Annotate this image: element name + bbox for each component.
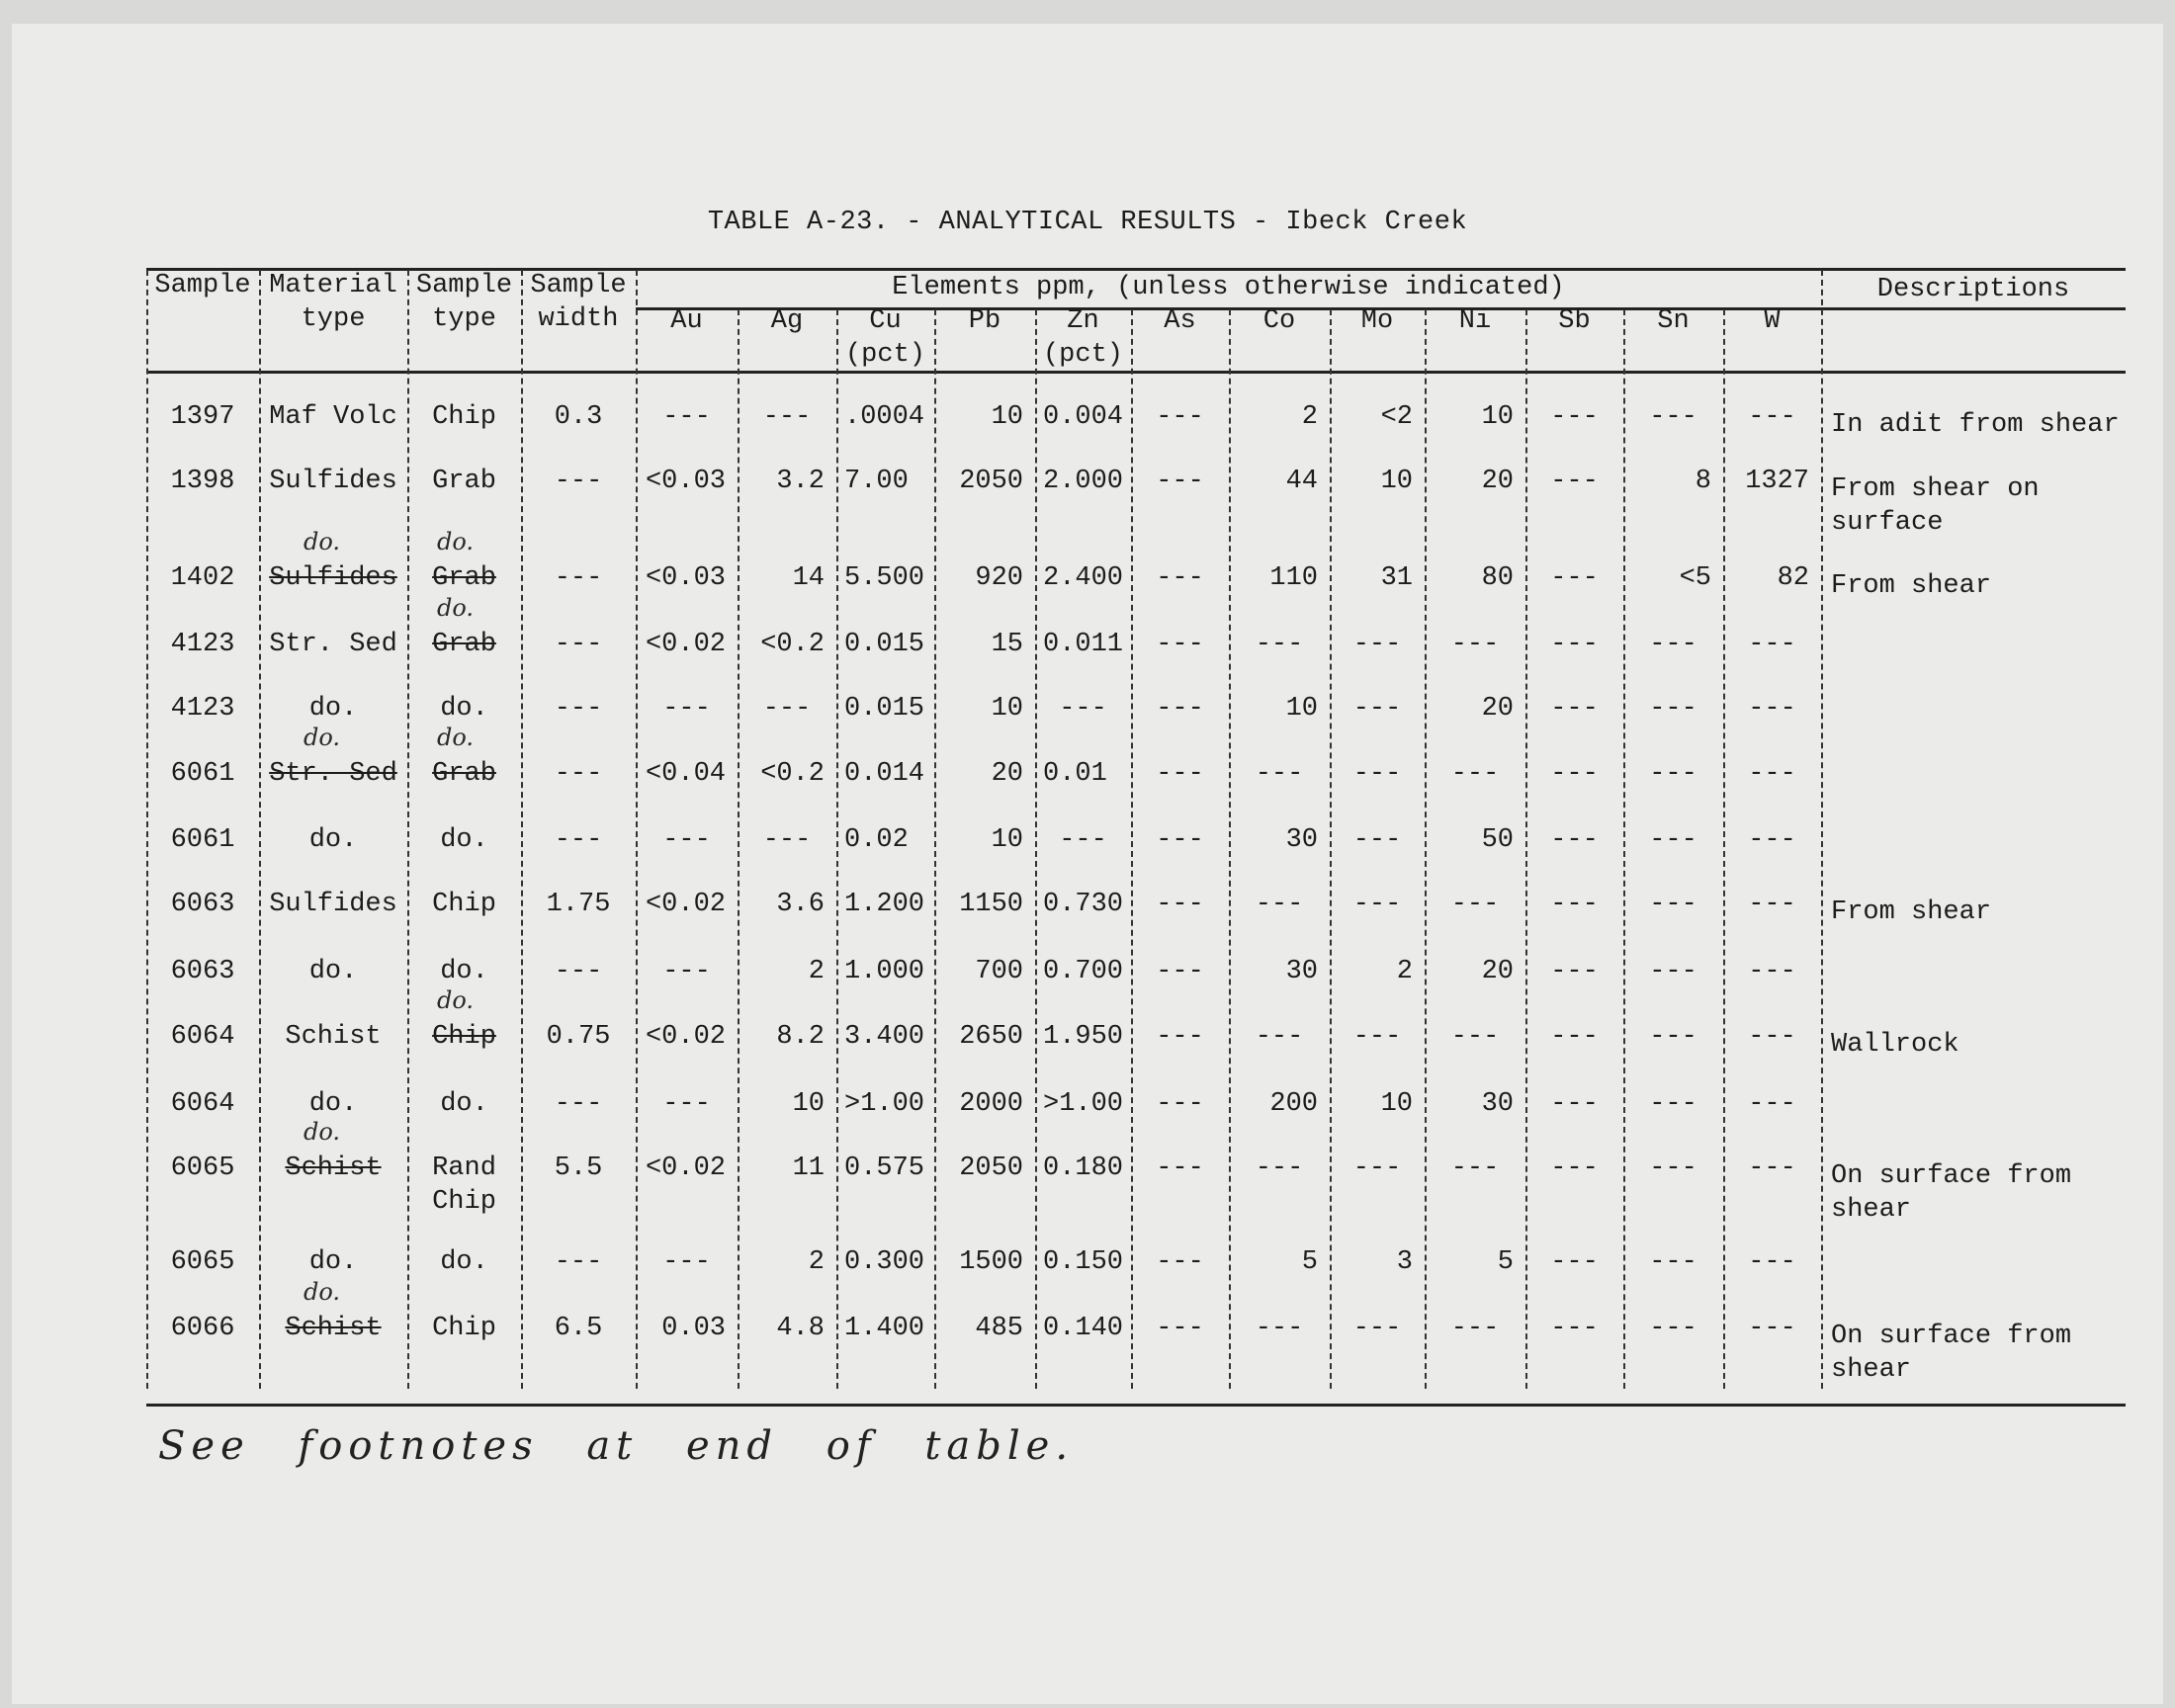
material-type: do. [308, 957, 358, 986]
description: In adit from shear [1831, 410, 2120, 440]
sample-type: do. [440, 825, 488, 855]
value-pb: 10 [991, 825, 1023, 855]
header-element-au: Au [670, 306, 703, 336]
value-w: --- [1748, 890, 1796, 919]
value-as: --- [1156, 1314, 1204, 1343]
header-element-sn: Sn [1657, 306, 1690, 336]
material-type: Sulfides [269, 467, 397, 496]
value-ni: 20 [1481, 467, 1514, 496]
value-ni: --- [1450, 1314, 1500, 1343]
value-cu: 0.02 [844, 825, 909, 855]
value-zn: 0.01 [1043, 759, 1107, 789]
value-ag: --- [762, 402, 812, 432]
value-zn: 0.180 [1043, 1153, 1124, 1183]
material-type: do. [308, 1247, 358, 1277]
value-ni: --- [1450, 1022, 1500, 1052]
value-zn: 0.004 [1043, 402, 1124, 432]
value-w: --- [1748, 1022, 1796, 1052]
sample-width: --- [554, 759, 603, 789]
sample-type: do. [440, 957, 488, 986]
value-mo: 31 [1380, 563, 1413, 593]
sample-id: 6061 [170, 759, 235, 789]
value-w: --- [1748, 1314, 1796, 1343]
header-bottom-rule [146, 371, 2126, 374]
value-au: <0.04 [645, 759, 726, 789]
value-pb: 2650 [959, 1022, 1023, 1052]
description: On surface from shear [1831, 1161, 2072, 1225]
value-mo: --- [1352, 890, 1402, 919]
header-elements-group: Elements ppm, (unless otherwise indicated) [892, 273, 1565, 302]
value-w: --- [1748, 630, 1796, 659]
value-co: 44 [1285, 467, 1318, 496]
value-cu: 1.200 [844, 890, 925, 919]
sample-type: Chip [432, 402, 496, 432]
value-au: <0.03 [645, 563, 726, 593]
table-title: TABLE A-23. - ANALYTICAL RESULTS - Ibeck Creek [707, 208, 1468, 237]
value-ag: 3.6 [776, 890, 825, 919]
sample-type: Rand Chip [432, 1153, 496, 1217]
table-bottom-rule [146, 1404, 2126, 1407]
sample-width: 5.5 [554, 1153, 603, 1183]
value-ni: 50 [1481, 825, 1514, 855]
header-material-type: Material type [269, 271, 397, 334]
sample-id: 6065 [170, 1247, 235, 1277]
sample-width: --- [554, 467, 603, 496]
handwritten-correction: do. [304, 724, 341, 751]
value-w: --- [1748, 825, 1796, 855]
handwritten-footnote: See footnotes at end of table. [158, 1423, 1075, 1469]
value-mo: --- [1352, 694, 1402, 724]
value-ag: 4.8 [776, 1314, 825, 1343]
value-cu: 5.500 [844, 563, 925, 593]
value-au: --- [662, 825, 711, 855]
sample-width: --- [554, 563, 603, 593]
handwritten-correction: do. [437, 986, 475, 1014]
sample-width: 1.75 [546, 890, 611, 919]
value-ag: 14 [792, 563, 825, 593]
value-co: 5 [1301, 1247, 1318, 1277]
value-sb: --- [1550, 1022, 1599, 1052]
value-as: --- [1156, 759, 1204, 789]
value-w: --- [1748, 759, 1796, 789]
value-sn: --- [1649, 759, 1697, 789]
sample-type: Grab [432, 630, 496, 659]
header-element-pb: Pb [968, 306, 1001, 336]
column-separator [1821, 270, 1823, 1389]
value-w: --- [1748, 694, 1796, 724]
sample-type: Chip [432, 1022, 496, 1052]
material-type: Schist [285, 1314, 382, 1343]
value-co: 200 [1269, 1089, 1318, 1119]
handwritten-correction: do. [304, 1118, 341, 1146]
header-element-ag: Ag [770, 306, 804, 336]
description: On surface from shear [1831, 1322, 2072, 1385]
value-sn: --- [1649, 890, 1697, 919]
value-sb: --- [1550, 759, 1599, 789]
header-element-mo: Mo [1360, 306, 1394, 336]
value-sb: --- [1550, 825, 1599, 855]
value-w: 82 [1777, 563, 1809, 593]
value-ag: 11 [792, 1153, 825, 1183]
sample-type: do. [440, 1089, 488, 1119]
value-ag: --- [762, 825, 812, 855]
value-zn: --- [1059, 694, 1107, 724]
value-as: --- [1156, 694, 1204, 724]
value-cu: 7.00 [844, 467, 909, 496]
value-sb: --- [1550, 563, 1599, 593]
value-ni: 80 [1481, 563, 1514, 593]
material-type: Schist [285, 1022, 382, 1052]
header-element-zn: Zn (pct) [1042, 306, 1123, 370]
value-pb: 20 [991, 759, 1023, 789]
value-as: --- [1156, 563, 1204, 593]
value-au: --- [662, 402, 711, 432]
description: Wallrock [1831, 1030, 1959, 1060]
sample-type: do. [440, 1247, 488, 1277]
value-ni: 10 [1481, 402, 1514, 432]
value-ag: 2 [808, 957, 825, 986]
value-pb: 10 [991, 694, 1023, 724]
value-as: --- [1156, 825, 1204, 855]
value-w: --- [1748, 1247, 1796, 1277]
value-mo: 3 [1396, 1247, 1413, 1277]
value-zn: 2.000 [1043, 467, 1124, 496]
value-co: 110 [1269, 563, 1318, 593]
value-au: <0.02 [645, 1153, 726, 1183]
value-au: --- [662, 957, 711, 986]
value-au: 0.03 [661, 1314, 726, 1343]
value-mo: --- [1352, 825, 1402, 855]
value-pb: 2050 [959, 1153, 1023, 1183]
sample-width: --- [554, 630, 603, 659]
value-au: --- [662, 1247, 711, 1277]
value-sn: --- [1649, 1153, 1697, 1183]
value-ni: --- [1450, 759, 1500, 789]
sample-type: Chip [432, 1314, 496, 1343]
sample-type: do. [440, 694, 488, 724]
sample-width: 0.3 [554, 402, 603, 432]
material-type: do. [308, 825, 358, 855]
value-zn: 0.140 [1043, 1314, 1124, 1343]
value-ni: --- [1450, 630, 1500, 659]
value-pb: 15 [991, 630, 1023, 659]
sample-width: 6.5 [554, 1314, 603, 1343]
value-zn: 2.400 [1043, 563, 1124, 593]
value-au: <0.02 [645, 890, 726, 919]
value-sn: 8 [1695, 467, 1711, 496]
sample-id: 6064 [170, 1022, 235, 1052]
sample-id: 4123 [170, 630, 235, 659]
value-mo: <2 [1380, 402, 1413, 432]
handwritten-correction: do. [304, 528, 341, 555]
value-pb: 2000 [959, 1089, 1023, 1119]
header-element-cu: Cu (pct) [844, 306, 925, 370]
value-cu: 1.400 [844, 1314, 925, 1343]
value-pb: 1500 [959, 1247, 1023, 1277]
value-zn: 0.011 [1043, 630, 1124, 659]
column-separator [836, 309, 838, 1389]
material-type: do. [308, 1089, 358, 1119]
value-sb: --- [1550, 1089, 1599, 1119]
value-mo: --- [1352, 1153, 1402, 1183]
sample-id: 1398 [170, 467, 235, 496]
value-pb: 2050 [959, 467, 1023, 496]
sample-id: 6061 [170, 825, 235, 855]
header-sample-width: Sample width [530, 271, 627, 334]
value-sn: <5 [1679, 563, 1711, 593]
value-cu: 0.575 [844, 1153, 925, 1183]
sample-id: 6065 [170, 1153, 235, 1183]
value-ni: 20 [1481, 694, 1514, 724]
value-sn: --- [1649, 1247, 1697, 1277]
value-sb: --- [1550, 694, 1599, 724]
material-type: Str. Sed [269, 630, 397, 659]
value-ag: 10 [792, 1089, 825, 1119]
value-as: --- [1156, 890, 1204, 919]
material-type: Maf Volc [269, 402, 397, 432]
value-ni: 20 [1481, 957, 1514, 986]
value-ag: 2 [808, 1247, 825, 1277]
value-zn: 0.150 [1043, 1247, 1124, 1277]
material-type: Schist [285, 1153, 382, 1183]
value-cu: 0.015 [844, 630, 925, 659]
sample-width: --- [554, 825, 603, 855]
value-sn: --- [1649, 957, 1697, 986]
value-zn: 1.950 [1043, 1022, 1124, 1052]
value-ni: --- [1450, 1153, 1500, 1183]
value-pb: 10 [991, 402, 1023, 432]
value-cu: 0.300 [844, 1247, 925, 1277]
description: From shear [1831, 571, 1992, 601]
value-sb: --- [1550, 957, 1599, 986]
value-ni: 5 [1497, 1247, 1514, 1277]
value-zn: >1.00 [1043, 1089, 1124, 1119]
handwritten-correction: do. [437, 724, 475, 751]
value-sb: --- [1550, 467, 1599, 496]
value-ag: <0.2 [760, 630, 825, 659]
value-cu: 0.015 [844, 694, 925, 724]
value-cu: >1.00 [844, 1089, 925, 1119]
description: From shear [1831, 897, 1992, 927]
sample-id: 6063 [170, 890, 235, 919]
value-co: 30 [1285, 825, 1318, 855]
value-au: <0.02 [645, 630, 726, 659]
sample-id: 6064 [170, 1089, 235, 1119]
value-zn: 0.700 [1043, 957, 1124, 986]
value-as: --- [1156, 1022, 1204, 1052]
value-sb: --- [1550, 630, 1599, 659]
value-sn: --- [1649, 694, 1697, 724]
sample-width: --- [554, 1089, 603, 1119]
value-au: <0.03 [645, 467, 726, 496]
value-mo: 2 [1396, 957, 1413, 986]
value-pb: 485 [975, 1314, 1023, 1343]
value-co: 2 [1301, 402, 1318, 432]
value-mo: --- [1352, 1314, 1402, 1343]
sample-id: 1402 [170, 563, 235, 593]
value-sn: --- [1649, 402, 1697, 432]
value-sn: --- [1649, 1089, 1697, 1119]
value-co: 30 [1285, 957, 1318, 986]
value-co: 10 [1285, 694, 1318, 724]
value-co: --- [1255, 630, 1304, 659]
value-w: --- [1748, 1153, 1796, 1183]
value-cu: 1.000 [844, 957, 925, 986]
sample-type: Grab [432, 467, 496, 496]
sample-id: 6063 [170, 957, 235, 986]
value-sb: --- [1550, 890, 1599, 919]
value-sn: --- [1649, 825, 1697, 855]
value-as: --- [1156, 467, 1204, 496]
header-element-as: As [1164, 306, 1196, 336]
value-as: --- [1156, 1247, 1204, 1277]
value-co: --- [1255, 1153, 1304, 1183]
sample-id: 1397 [170, 402, 235, 432]
value-sb: --- [1550, 1314, 1599, 1343]
handwritten-correction: do. [437, 594, 475, 622]
header-descriptions: Descriptions [1876, 275, 2070, 304]
header-element-co: Co [1262, 306, 1296, 336]
value-zn: 0.730 [1043, 890, 1124, 919]
value-au: --- [662, 1089, 711, 1119]
value-mo: 10 [1380, 467, 1413, 496]
sample-width: --- [554, 1247, 603, 1277]
sample-type: Grab [432, 759, 496, 789]
value-w: --- [1748, 957, 1796, 986]
value-pb: 700 [975, 957, 1023, 986]
sample-id: 4123 [170, 694, 235, 724]
value-mo: 10 [1380, 1089, 1413, 1119]
value-ni: --- [1450, 890, 1500, 919]
value-co: --- [1255, 1314, 1304, 1343]
value-au: <0.02 [645, 1022, 726, 1052]
value-w: 1327 [1745, 467, 1809, 496]
value-ni: 30 [1481, 1089, 1514, 1119]
header-element-ni: Ni [1458, 306, 1492, 336]
value-mo: --- [1352, 759, 1402, 789]
sample-id: 6066 [170, 1314, 235, 1343]
value-ag: 3.2 [776, 467, 825, 496]
material-type: Sulfides [269, 563, 397, 593]
value-co: --- [1255, 890, 1304, 919]
value-mo: --- [1352, 1022, 1402, 1052]
handwritten-correction: do. [304, 1278, 341, 1306]
value-as: --- [1156, 402, 1204, 432]
value-pb: 1150 [959, 890, 1023, 919]
value-sb: --- [1550, 1153, 1599, 1183]
sample-width: 0.75 [546, 1022, 611, 1052]
value-au: --- [662, 694, 711, 724]
value-w: --- [1748, 1089, 1796, 1119]
material-type: Sulfides [269, 890, 397, 919]
value-cu: 3.400 [844, 1022, 925, 1052]
sample-type: Grab [432, 563, 496, 593]
header-sample: Sample [154, 271, 251, 300]
value-pb: 920 [975, 563, 1023, 593]
sample-width: --- [554, 957, 603, 986]
value-as: --- [1156, 957, 1204, 986]
value-sn: --- [1649, 1314, 1697, 1343]
value-ag: 8.2 [776, 1022, 825, 1052]
header-element-w: W [1764, 306, 1781, 336]
value-zn: --- [1059, 825, 1107, 855]
handwritten-correction: do. [437, 528, 475, 555]
value-sb: --- [1550, 1247, 1599, 1277]
description: From shear on surface [1831, 474, 2040, 538]
value-ag: --- [762, 694, 812, 724]
value-sn: --- [1649, 1022, 1697, 1052]
value-as: --- [1156, 630, 1204, 659]
value-co: --- [1255, 1022, 1304, 1052]
value-co: --- [1255, 759, 1304, 789]
value-as: --- [1156, 1153, 1204, 1183]
material-type: do. [308, 694, 358, 724]
value-sb: --- [1550, 402, 1599, 432]
material-type: Str. Sed [269, 759, 397, 789]
value-as: --- [1156, 1089, 1204, 1119]
header-element-sb: Sb [1558, 306, 1591, 336]
value-cu: .0004 [844, 402, 925, 432]
value-w: --- [1748, 402, 1796, 432]
value-mo: --- [1352, 630, 1402, 659]
value-cu: 0.014 [844, 759, 925, 789]
value-ag: <0.2 [760, 759, 825, 789]
value-sn: --- [1649, 630, 1697, 659]
sample-width: --- [554, 694, 603, 724]
header-sample-type: Sample type [415, 271, 513, 334]
sample-type: Chip [432, 890, 496, 919]
